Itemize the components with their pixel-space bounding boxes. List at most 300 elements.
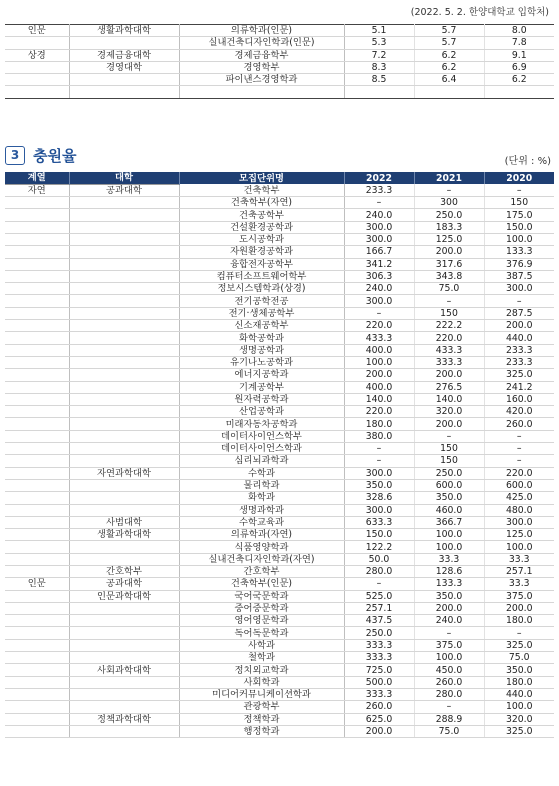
row-value-2022: 220.0: [344, 320, 414, 332]
header-2021: 2021: [414, 172, 484, 184]
row-value-2021: 366.7: [414, 516, 484, 528]
table-row: [5, 332, 554, 344]
row-value-2021: [414, 86, 484, 98]
table-row: [5, 61, 554, 73]
row-value-2021: 33.3: [414, 553, 484, 565]
row-value-2021: 343.8: [414, 270, 484, 282]
row-value-2022: –: [344, 578, 414, 590]
row-value-2022: 333.3: [344, 639, 414, 651]
row-unit: 신소재공학부: [179, 320, 344, 332]
row-value-2021: –: [414, 430, 484, 442]
table-row: [5, 627, 554, 639]
row-value-2022: 300.0: [344, 504, 414, 516]
row-college: 정책과학대학: [69, 713, 179, 725]
row-value-2020: 425.0: [484, 492, 554, 504]
row-value-2020: 175.0: [484, 209, 554, 221]
row-value-2021: 260.0: [414, 676, 484, 688]
row-type: [5, 369, 69, 381]
table-row: [5, 615, 554, 627]
row-value-2022: 150.0: [344, 529, 414, 541]
row-value-2022: 633.3: [344, 516, 414, 528]
row-college: [69, 307, 179, 319]
row-unit: 에너지공학과: [179, 369, 344, 381]
row-unit: 기계공학부: [179, 381, 344, 393]
table-row: [5, 578, 554, 590]
row-value-2020: –: [484, 184, 554, 196]
row-college: [69, 37, 179, 49]
row-value-2020: 8.0: [484, 25, 554, 37]
row-value-2020: 300.0: [484, 283, 554, 295]
table-row: [5, 320, 554, 332]
row-unit: 컴퓨터소프트웨어학부: [179, 270, 344, 282]
row-value-2020: 287.5: [484, 307, 554, 319]
row-value-2021: 100.0: [414, 652, 484, 664]
section-title: 충원율: [33, 146, 77, 165]
row-type: [5, 566, 69, 578]
row-value-2020: 440.0: [484, 688, 554, 700]
row-value-2022: 280.0: [344, 566, 414, 578]
top-table: [5, 24, 554, 99]
row-type: 인문: [5, 25, 69, 37]
row-value-2021: 460.0: [414, 504, 484, 516]
table-row: [5, 406, 554, 418]
row-type: [5, 627, 69, 639]
row-college: [69, 381, 179, 393]
row-value-2022: 306.3: [344, 270, 414, 282]
row-college: [69, 443, 179, 455]
row-value-2021: –: [414, 184, 484, 196]
row-college: [69, 221, 179, 233]
row-value-2021: 600.0: [414, 479, 484, 491]
row-value-2022: 328.6: [344, 492, 414, 504]
row-value-2020: 200.0: [484, 320, 554, 332]
row-type: [5, 516, 69, 528]
row-value-2022: 240.0: [344, 209, 414, 221]
row-college: 사범대학: [69, 516, 179, 528]
row-unit: 물리학과: [179, 479, 344, 491]
row-unit: 경제금융학부: [179, 49, 344, 61]
row-value-2022: 350.0: [344, 479, 414, 491]
row-value-2021: 288.9: [414, 713, 484, 725]
row-unit: 도시공학과: [179, 233, 344, 245]
row-unit: 자원환경공학과: [179, 246, 344, 258]
row-value-2022: –: [344, 197, 414, 209]
row-value-2020: 75.0: [484, 652, 554, 664]
row-type: [5, 332, 69, 344]
row-unit: 미래자동차공학과: [179, 418, 344, 430]
row-unit: 데이터사이언스학부: [179, 430, 344, 442]
table-row: [5, 307, 554, 319]
row-unit: 의류학과(인문): [179, 25, 344, 37]
row-value-2021: 276.5: [414, 381, 484, 393]
row-unit: 융합전자공학부: [179, 258, 344, 270]
table-row: [5, 479, 554, 491]
fill-rate-table: [5, 172, 554, 738]
row-value-2020: 220.0: [484, 467, 554, 479]
row-unit: 생명과학과: [179, 504, 344, 516]
table-row: [5, 467, 554, 479]
row-value-2021: –: [414, 627, 484, 639]
row-unit: 관광학부: [179, 701, 344, 713]
row-value-2021: 220.0: [414, 332, 484, 344]
row-value-2021: 333.3: [414, 356, 484, 368]
table-row: [5, 295, 554, 307]
row-unit: 간호학부: [179, 566, 344, 578]
row-unit: 건축공학부: [179, 209, 344, 221]
row-college: 사회과학대학: [69, 664, 179, 676]
row-unit: 중어중문학과: [179, 602, 344, 614]
row-value-2022: 341.2: [344, 258, 414, 270]
row-unit: [179, 86, 344, 98]
row-unit: 정책학과: [179, 713, 344, 725]
row-value-2020: 420.0: [484, 406, 554, 418]
row-value-2022: 333.3: [344, 652, 414, 664]
header-college: 대학: [69, 172, 179, 184]
row-type: [5, 492, 69, 504]
source-note: (2022. 5. 2. 한양대학교 입학처): [410, 7, 549, 18]
row-type: [5, 725, 69, 737]
table-row: [5, 688, 554, 700]
row-college: [69, 270, 179, 282]
row-value-2021: 6.2: [414, 61, 484, 73]
table-header-row: [5, 172, 554, 184]
table-row: [5, 37, 554, 49]
row-unit: 전기·생체공학부: [179, 307, 344, 319]
table-row: [5, 418, 554, 430]
row-value-2020: 180.0: [484, 615, 554, 627]
row-value-2021: 133.3: [414, 578, 484, 590]
table-row: [5, 504, 554, 516]
row-unit: 경영학부: [179, 61, 344, 73]
row-college: [69, 725, 179, 737]
row-unit: 건축학부(인문): [179, 578, 344, 590]
row-college: [69, 615, 179, 627]
section-number: 3: [5, 146, 25, 165]
row-type: [5, 344, 69, 356]
row-value-2022: 7.2: [344, 49, 414, 61]
row-value-2022: 437.5: [344, 615, 414, 627]
row-type: [5, 393, 69, 405]
row-value-2021: 280.0: [414, 688, 484, 700]
row-type: [5, 418, 69, 430]
row-value-2022: 400.0: [344, 344, 414, 356]
row-value-2020: 325.0: [484, 725, 554, 737]
row-value-2021: 200.0: [414, 418, 484, 430]
row-value-2022: [344, 86, 414, 98]
row-unit: 산업공학과: [179, 406, 344, 418]
row-college: [69, 258, 179, 270]
row-value-2022: 500.0: [344, 676, 414, 688]
row-value-2022: 50.0: [344, 553, 414, 565]
row-college: [69, 209, 179, 221]
row-value-2022: –: [344, 307, 414, 319]
row-value-2021: 350.0: [414, 590, 484, 602]
row-value-2020: 150.0: [484, 221, 554, 233]
row-unit: 유기나노공학과: [179, 356, 344, 368]
row-college: [69, 418, 179, 430]
row-value-2020: 100.0: [484, 701, 554, 713]
row-unit: 실내건축디자인학과(자연): [179, 553, 344, 565]
row-value-2022: 200.0: [344, 725, 414, 737]
table-row: [5, 676, 554, 688]
row-value-2021: 250.0: [414, 209, 484, 221]
row-value-2020: –: [484, 627, 554, 639]
row-value-2020: 387.5: [484, 270, 554, 282]
row-value-2020: 6.2: [484, 74, 554, 86]
row-value-2020: 7.8: [484, 37, 554, 49]
row-value-2020: 100.0: [484, 233, 554, 245]
row-value-2021: –: [414, 295, 484, 307]
row-college: [69, 701, 179, 713]
row-value-2020: 9.1: [484, 49, 554, 61]
header-unit: 모집단위명: [179, 172, 344, 184]
table-row: [5, 233, 554, 245]
row-college: [69, 602, 179, 614]
row-college: [69, 283, 179, 295]
table-row: [5, 664, 554, 676]
row-value-2020: 320.0: [484, 713, 554, 725]
row-college: [69, 639, 179, 651]
row-type: [5, 529, 69, 541]
row-value-2022: 166.7: [344, 246, 414, 258]
row-value-2020: 325.0: [484, 369, 554, 381]
row-value-2021: 6.2: [414, 49, 484, 61]
row-type: [5, 37, 69, 49]
row-unit: 원자력공학과: [179, 393, 344, 405]
row-unit: 심리뇌과학과: [179, 455, 344, 467]
row-value-2022: 257.1: [344, 602, 414, 614]
row-value-2022: 300.0: [344, 233, 414, 245]
row-value-2021: 320.0: [414, 406, 484, 418]
table-row: [5, 725, 554, 737]
row-value-2020: 375.0: [484, 590, 554, 602]
row-type: [5, 270, 69, 282]
row-type: [5, 467, 69, 479]
row-type: [5, 307, 69, 319]
table-row: [5, 184, 554, 196]
row-value-2021: 150: [414, 455, 484, 467]
row-value-2020: 233.3: [484, 356, 554, 368]
row-value-2021: 222.2: [414, 320, 484, 332]
row-value-2022: 240.0: [344, 283, 414, 295]
row-value-2020: 33.3: [484, 553, 554, 565]
row-unit: 건설환경공학과: [179, 221, 344, 233]
row-type: [5, 61, 69, 73]
row-college: 공과대학: [69, 578, 179, 590]
row-value-2020: 260.0: [484, 418, 554, 430]
table-row: [5, 344, 554, 356]
row-value-2020: 233.3: [484, 344, 554, 356]
table-row: [5, 283, 554, 295]
row-college: [69, 74, 179, 86]
row-college: [69, 688, 179, 700]
row-value-2021: 240.0: [414, 615, 484, 627]
row-value-2022: 260.0: [344, 701, 414, 713]
row-value-2020: 200.0: [484, 602, 554, 614]
row-type: [5, 652, 69, 664]
row-value-2021: 200.0: [414, 369, 484, 381]
row-college: [69, 393, 179, 405]
row-college: [69, 295, 179, 307]
table-row: [5, 443, 554, 455]
row-value-2022: 180.0: [344, 418, 414, 430]
row-value-2020: –: [484, 455, 554, 467]
row-value-2020: –: [484, 295, 554, 307]
row-value-2021: 300: [414, 197, 484, 209]
table-row: [5, 701, 554, 713]
row-value-2021: 5.7: [414, 25, 484, 37]
row-college: [69, 541, 179, 553]
row-type: [5, 676, 69, 688]
row-value-2020: 241.2: [484, 381, 554, 393]
row-value-2022: 8.3: [344, 61, 414, 73]
row-value-2021: 250.0: [414, 467, 484, 479]
section-header: [5, 144, 76, 166]
row-college: 공과대학: [69, 184, 179, 196]
row-college: [69, 553, 179, 565]
table-row: [5, 49, 554, 61]
row-value-2022: 200.0: [344, 369, 414, 381]
row-unit: 독어독문학과: [179, 627, 344, 639]
row-value-2022: 400.0: [344, 381, 414, 393]
row-value-2020: 350.0: [484, 664, 554, 676]
row-value-2022: 300.0: [344, 221, 414, 233]
row-type: [5, 283, 69, 295]
table-row: [5, 602, 554, 614]
row-college: [69, 344, 179, 356]
row-value-2021: 183.3: [414, 221, 484, 233]
row-type: [5, 295, 69, 307]
row-unit: 국어국문학과: [179, 590, 344, 602]
table-row: [5, 25, 554, 37]
row-type: [5, 74, 69, 86]
row-college: [69, 332, 179, 344]
row-unit: 의류학과(자연): [179, 529, 344, 541]
table-row: [5, 369, 554, 381]
row-college: [69, 430, 179, 442]
table-row: [5, 492, 554, 504]
table-row: [5, 270, 554, 282]
row-unit: 미디어커뮤니케이션학과: [179, 688, 344, 700]
row-unit: 사회학과: [179, 676, 344, 688]
row-value-2022: 433.3: [344, 332, 414, 344]
row-value-2022: 300.0: [344, 467, 414, 479]
row-type: [5, 356, 69, 368]
row-value-2022: 525.0: [344, 590, 414, 602]
table-row: [5, 652, 554, 664]
row-unit: 수학교육과: [179, 516, 344, 528]
row-value-2020: 440.0: [484, 332, 554, 344]
row-college: [69, 676, 179, 688]
row-type: [5, 701, 69, 713]
row-value-2022: 100.0: [344, 356, 414, 368]
row-college: 경제금융대학: [69, 49, 179, 61]
table-row: [5, 529, 554, 541]
table-row: [5, 639, 554, 651]
row-value-2020: [484, 86, 554, 98]
table-row: [5, 430, 554, 442]
row-value-2020: 100.0: [484, 541, 554, 553]
row-value-2020: 160.0: [484, 393, 554, 405]
row-value-2020: 150: [484, 197, 554, 209]
row-value-2020: 300.0: [484, 516, 554, 528]
row-unit: 정치외교학과: [179, 664, 344, 676]
row-type: [5, 602, 69, 614]
table-row: [5, 393, 554, 405]
header-2020: 2020: [484, 172, 554, 184]
row-value-2022: 140.0: [344, 393, 414, 405]
row-college: [69, 356, 179, 368]
row-value-2020: 257.1: [484, 566, 554, 578]
table-row: [5, 197, 554, 209]
row-type: [5, 615, 69, 627]
row-type: [5, 209, 69, 221]
row-unit: 생명공학과: [179, 344, 344, 356]
row-value-2021: 75.0: [414, 283, 484, 295]
row-college: 자연과학대학: [69, 467, 179, 479]
table-row: [5, 381, 554, 393]
row-value-2020: 33.3: [484, 578, 554, 590]
row-college: 경영대학: [69, 61, 179, 73]
row-value-2021: 317.6: [414, 258, 484, 270]
row-value-2021: –: [414, 701, 484, 713]
unit-note: (단위 : %): [504, 156, 551, 167]
table-row: [5, 221, 554, 233]
row-unit: 철학과: [179, 652, 344, 664]
row-type: [5, 713, 69, 725]
row-value-2022: 380.0: [344, 430, 414, 442]
row-unit: 영어영문학과: [179, 615, 344, 627]
row-unit: 화학과: [179, 492, 344, 504]
row-value-2021: 375.0: [414, 639, 484, 651]
table-row: [5, 516, 554, 528]
row-value-2020: 125.0: [484, 529, 554, 541]
row-value-2021: 100.0: [414, 541, 484, 553]
row-college: 간호학부: [69, 566, 179, 578]
row-value-2021: 350.0: [414, 492, 484, 504]
row-value-2021: 150: [414, 443, 484, 455]
row-value-2021: 100.0: [414, 529, 484, 541]
row-value-2022: 725.0: [344, 664, 414, 676]
row-unit: 전기공학전공: [179, 295, 344, 307]
table-row: [5, 258, 554, 270]
row-value-2022: 5.3: [344, 37, 414, 49]
table-row: [5, 553, 554, 565]
row-value-2020: 6.9: [484, 61, 554, 73]
header-2022: 2022: [344, 172, 414, 184]
row-value-2022: 122.2: [344, 541, 414, 553]
row-value-2022: 5.1: [344, 25, 414, 37]
row-college: [69, 369, 179, 381]
row-value-2021: 200.0: [414, 602, 484, 614]
table-row: [5, 566, 554, 578]
row-value-2020: 600.0: [484, 479, 554, 491]
row-value-2022: –: [344, 455, 414, 467]
row-type: [5, 233, 69, 245]
row-value-2021: 140.0: [414, 393, 484, 405]
table-row: [5, 356, 554, 368]
row-college: [69, 233, 179, 245]
row-value-2022: 333.3: [344, 688, 414, 700]
row-type: [5, 479, 69, 491]
row-type: [5, 443, 69, 455]
row-type: [5, 86, 69, 98]
row-type: [5, 430, 69, 442]
row-value-2021: 125.0: [414, 233, 484, 245]
row-value-2022: 220.0: [344, 406, 414, 418]
row-type: [5, 590, 69, 602]
row-college: [69, 246, 179, 258]
